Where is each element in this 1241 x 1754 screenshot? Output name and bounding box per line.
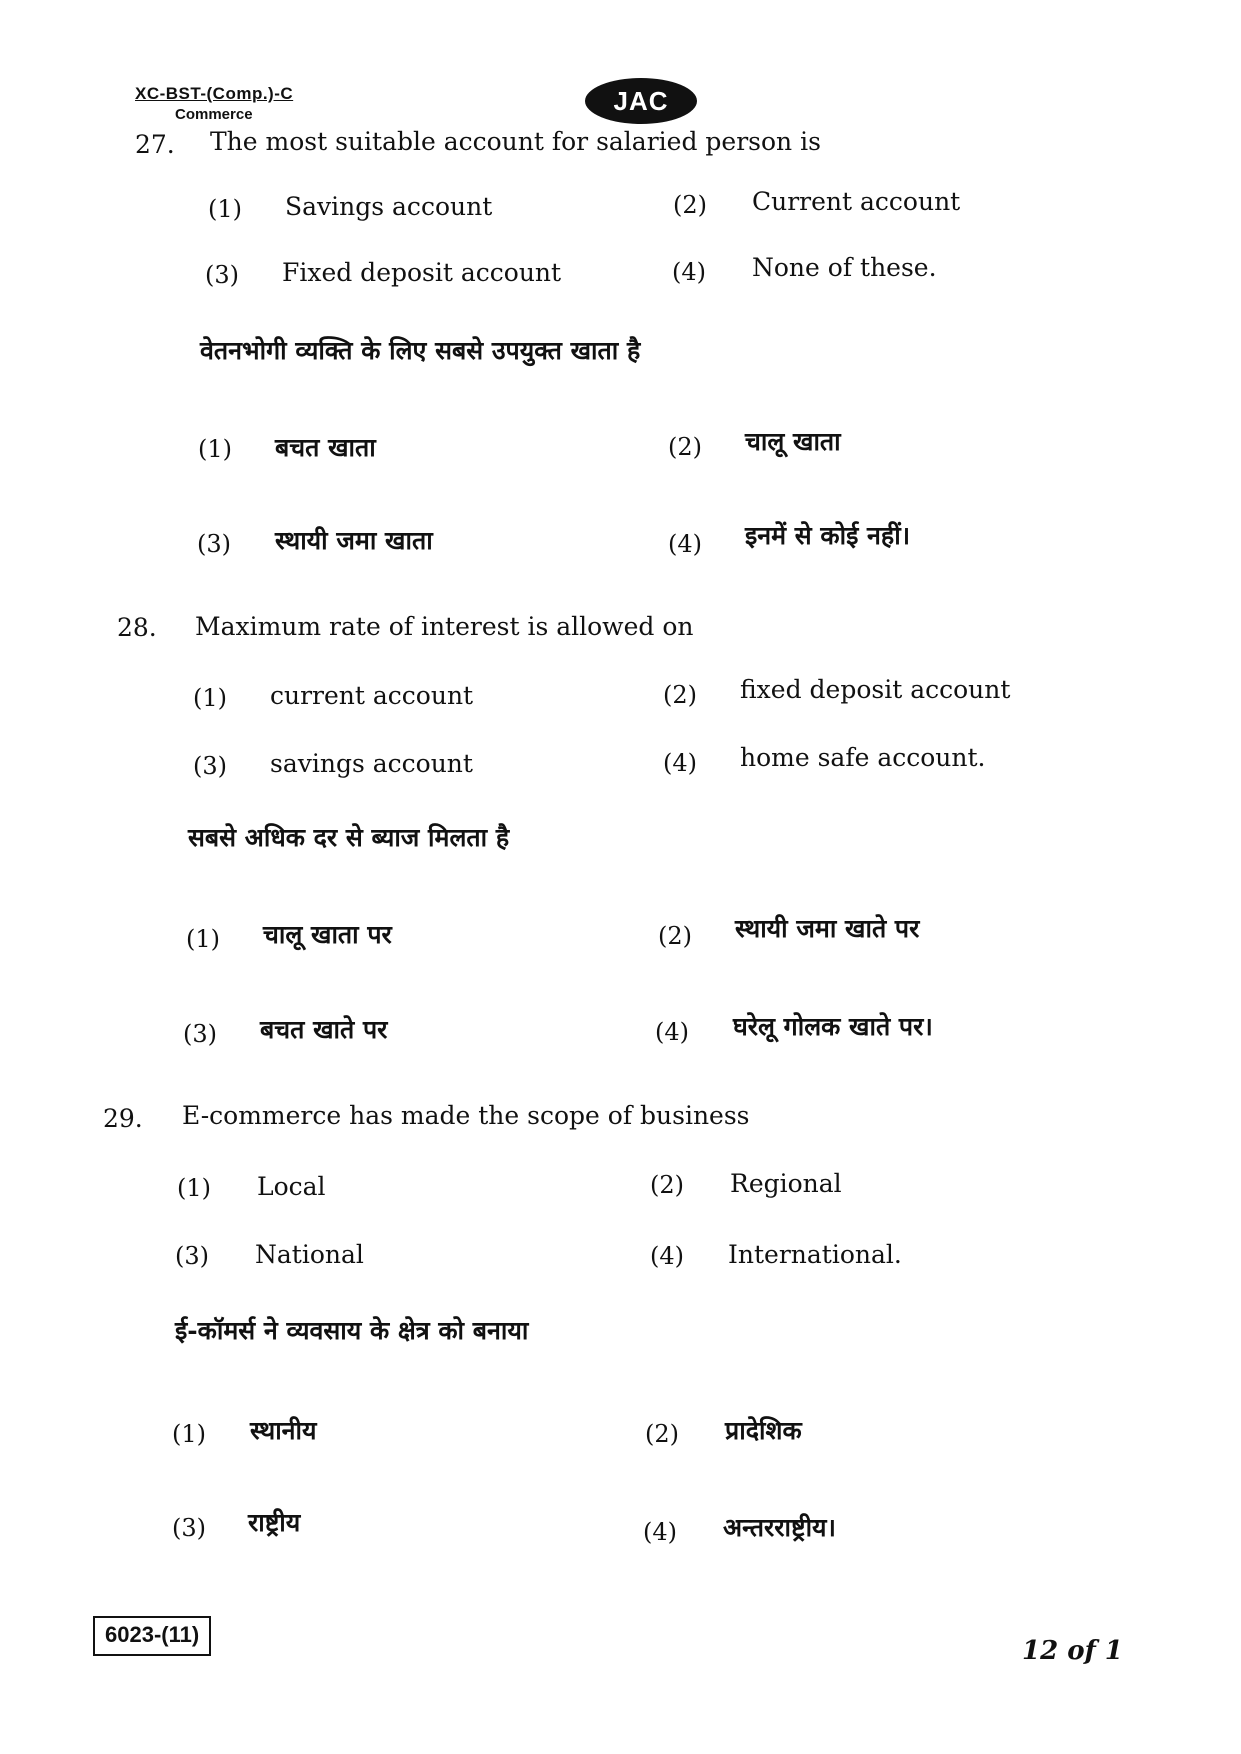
option-text: Fixed deposit account (282, 258, 562, 287)
option-text: अन्तरराष्ट्रीय। (723, 1513, 837, 1542)
option-number: (4) (643, 1518, 677, 1546)
paper-serial-code: 6023-(11) (93, 1616, 211, 1656)
question-text-hi: सबसे अधिक दर से ब्याज मिलता है (188, 823, 510, 852)
option-number: (1) (186, 925, 220, 953)
option-number: (2) (663, 681, 697, 709)
option-number: (1) (208, 195, 242, 223)
option-text: International. (728, 1240, 902, 1269)
option-number: (4) (663, 749, 697, 777)
option-number: (4) (672, 258, 706, 286)
option-text: बचत खाते पर (260, 1015, 388, 1044)
option-number: (4) (655, 1018, 689, 1046)
question-number: 27. (135, 130, 175, 159)
option-text: चालू खाता पर (263, 920, 392, 949)
question-text-en: E-commerce has made the scope of business (182, 1101, 750, 1130)
option-text: savings account (270, 749, 473, 778)
option-number: (3) (183, 1020, 217, 1048)
option-text: घरेलू गोलक खाते पर। (733, 1012, 933, 1041)
question-number: 29. (103, 1104, 143, 1133)
option-number: (3) (197, 530, 231, 558)
option-number: (3) (172, 1514, 206, 1542)
option-text: None of these. (752, 253, 937, 282)
option-number: (1) (177, 1174, 211, 1202)
paper-code: XC-BST-(Comp.)-C (135, 84, 294, 103)
option-text: National (255, 1240, 364, 1269)
jac-logo-badge: JAC (585, 78, 697, 124)
option-text: Regional (730, 1169, 842, 1198)
question-text-en: Maximum rate of interest is allowed on (195, 612, 694, 641)
option-text: स्थायी जमा खाते पर (735, 914, 920, 943)
option-number: (3) (205, 261, 239, 289)
option-number: (2) (645, 1420, 679, 1448)
option-text: home safe account. (740, 743, 986, 772)
option-number: (2) (668, 433, 702, 461)
subject-label: Commerce (175, 106, 253, 123)
question-text-hi: वेतनभोगी व्यक्ति के लिए सबसे उपयुक्त खाता है (200, 336, 641, 365)
option-text: प्रादेशिक (725, 1416, 802, 1445)
option-number: (3) (193, 752, 227, 780)
option-text: Savings account (285, 192, 493, 221)
option-text: स्थानीय (250, 1416, 317, 1445)
option-text: fixed deposit account (740, 675, 1011, 704)
option-text: Current account (752, 187, 961, 216)
option-text: इनमें से कोई नहीं। (745, 521, 911, 550)
option-text: चालू खाता (745, 427, 841, 456)
question-text-hi: ई-कॉमर्स ने व्यवसाय के क्षेत्र को बनाया (175, 1316, 529, 1345)
page-number: 12 of 1 (1022, 1636, 1123, 1666)
question-number: 28. (117, 613, 157, 642)
option-number: (1) (193, 684, 227, 712)
option-number: (1) (198, 435, 232, 463)
option-number: (2) (650, 1171, 684, 1199)
option-number: (4) (668, 530, 702, 558)
option-number: (3) (175, 1242, 209, 1270)
option-text: Local (257, 1172, 326, 1201)
option-text: बचत खाता (275, 433, 376, 462)
option-text: राष्ट्रीय (248, 1508, 301, 1537)
option-text: current account (270, 681, 474, 710)
option-text: स्थायी जमा खाता (275, 526, 433, 555)
question-text-en: The most suitable account for salaried person is (210, 127, 821, 156)
option-number: (2) (658, 922, 692, 950)
option-number: (1) (172, 1420, 206, 1448)
option-number: (2) (673, 191, 707, 219)
option-number: (4) (650, 1242, 684, 1270)
